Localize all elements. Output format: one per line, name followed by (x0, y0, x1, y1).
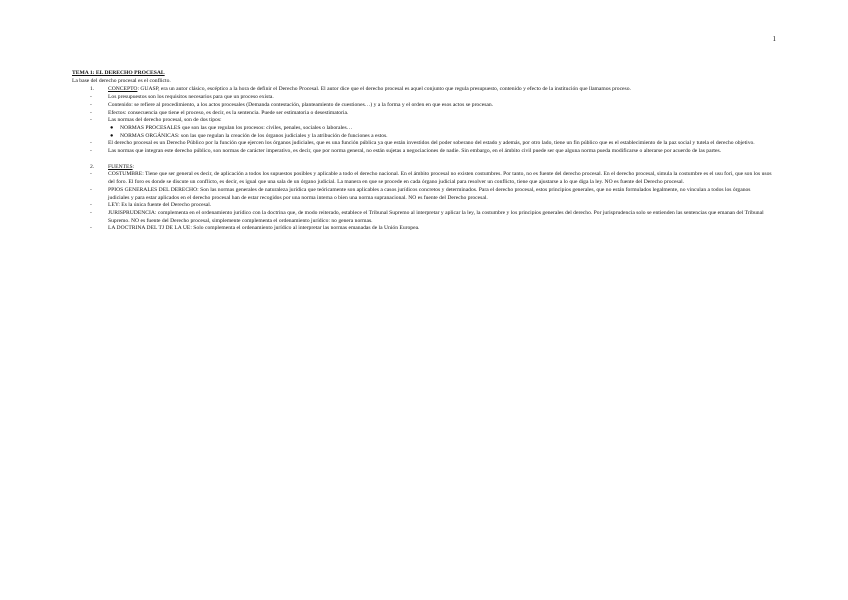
list-item: - Los presupuestos son los requisitos necesarios para que un proceso exista. (90, 94, 274, 101)
norm-types-list (72, 125, 772, 140)
document-subtitle: La base del derecho procesal es el conflicto. (72, 77, 171, 84)
list-item: - LA DOCTRINA DEL TJ DE LA UE: Solo complementa el ordenamiento jurídico al interpretar las normas emanadas de la Unión Europea. (90, 225, 420, 232)
list-item: - El derecho procesal es un Derecho Público por la función que ejercen los órganos judiciales, que es una función pública ya que están investidos del poder soberano del estado y además, por otro lado, tiene un fin público que es el establecimiento de la paz social y tutela el derecho objetivo. (90, 140, 755, 147)
list-item: - COSTUMBRE: Tiene que ser general es decir, de aplicación a todos los supuestos posibles y aplicable a todo el derecho nacional. En el ámbito procesal no existen costumbres. Por tanto, no es fuente del derecho procesal. En el derecho procesal, simula la costumbre es el usu fori, que son los usos del foro. El foro es donde se discute un conflicto, es decir, es igual que una sala de un órgano judicial. La manera en que se procede en cada órgano judicial para resolver un conflicto, tiene que ajustarse a lo que diga la ley. NO es fuente del Derecho procesal. (90, 171, 772, 186)
section-intro: : GUASP, era un autor clásico, escéptico a la hora de definir el Derecho Procesal. El autor dice que el derecho procesal es aquel conjunto que regula presupuesto, contenido y efecto de la institución que llamamos proceso. (137, 86, 631, 93)
section-heading: FUENTES (108, 163, 133, 170)
section-number: 2. (90, 163, 95, 170)
document-body (72, 70, 772, 233)
section-fuentes: 2. FUENTES: (90, 163, 135, 170)
bullet-icon: ● (110, 132, 114, 139)
list-item: ● NORMAS ORGÁNICAS: son las que regulan la creación de los órganos judiciales y la atribución de funciones a estos. (110, 132, 388, 139)
concepto-list (72, 94, 772, 125)
list-item: ● NORMAS PROCESALES que son las que regulan los procesos: civiles, penales, sociales o laborales… (110, 124, 353, 131)
concepto-list-cont (72, 140, 772, 155)
page-number: 1 (772, 35, 776, 43)
list-item: - JURISPRUDENCIA: complementa en el ordenamiento jurídico con la doctrina que, de modo reiterado, establece el Tribunal Supremo al interpretar y aplicar la ley, la costumbre y los principios generales del derecho. Por jurisprudencia solo se entienden las sentencias que emanan del Tribunal Supremo. NO es fuente del Derecho procesal, simplemente complementa el ordenamiento jurídico: no genera normas. (90, 209, 764, 224)
section-number: 1. (90, 86, 95, 93)
list-item: - PPIOS GENERALES DEL DERECHO: Son las normas generales de naturaleza jurídica que teóricamente son aplicables a casos jurídicos concretos y determinados. Para el derecho procesal, estos principios generales, que no están formulados legalmente, no vinculan a todos los órganos judiciales y para estar aplicados en el derecho procesal han de estar recogidos por una norma interna o bien una norma supranacional. NO es fuente del Derecho procesal. (90, 186, 751, 201)
section-concepto (72, 86, 772, 94)
fuentes-list (72, 171, 772, 233)
list-item: - Contenido: se refiere al procedimiento, a los actos procesales (Demanda contestación, planteamiento de cuestiones…) y a la forma y el orden en que esos actos se procesan. (90, 101, 494, 108)
list-item: - Efectos: consecuencia que tiene el proceso, es decir, es la sentencia. Puede ser estimatoria o desestimatoria. (90, 109, 349, 116)
document-title: TEMA 1: EL DERECHO PROCESAL (72, 70, 165, 76)
list-item: - Las normas que integran este derecho público, son normas de carácter imperativo, es decir, que por norma general, no están sujetas a negociaciones de nadie. Sin embargo, en el ámbito civil puede ser que alguna norma pueda modificarse o alterarse por acuerdo de las partes. (90, 148, 722, 155)
section-heading: CONCEPTO (108, 86, 138, 93)
list-item: - LEY: Es la única fuente del Derecho procesal. (90, 202, 212, 209)
bullet-icon: ● (110, 124, 114, 131)
list-item: - Las normas del derecho procesal, son de dos tipos: (90, 117, 222, 124)
